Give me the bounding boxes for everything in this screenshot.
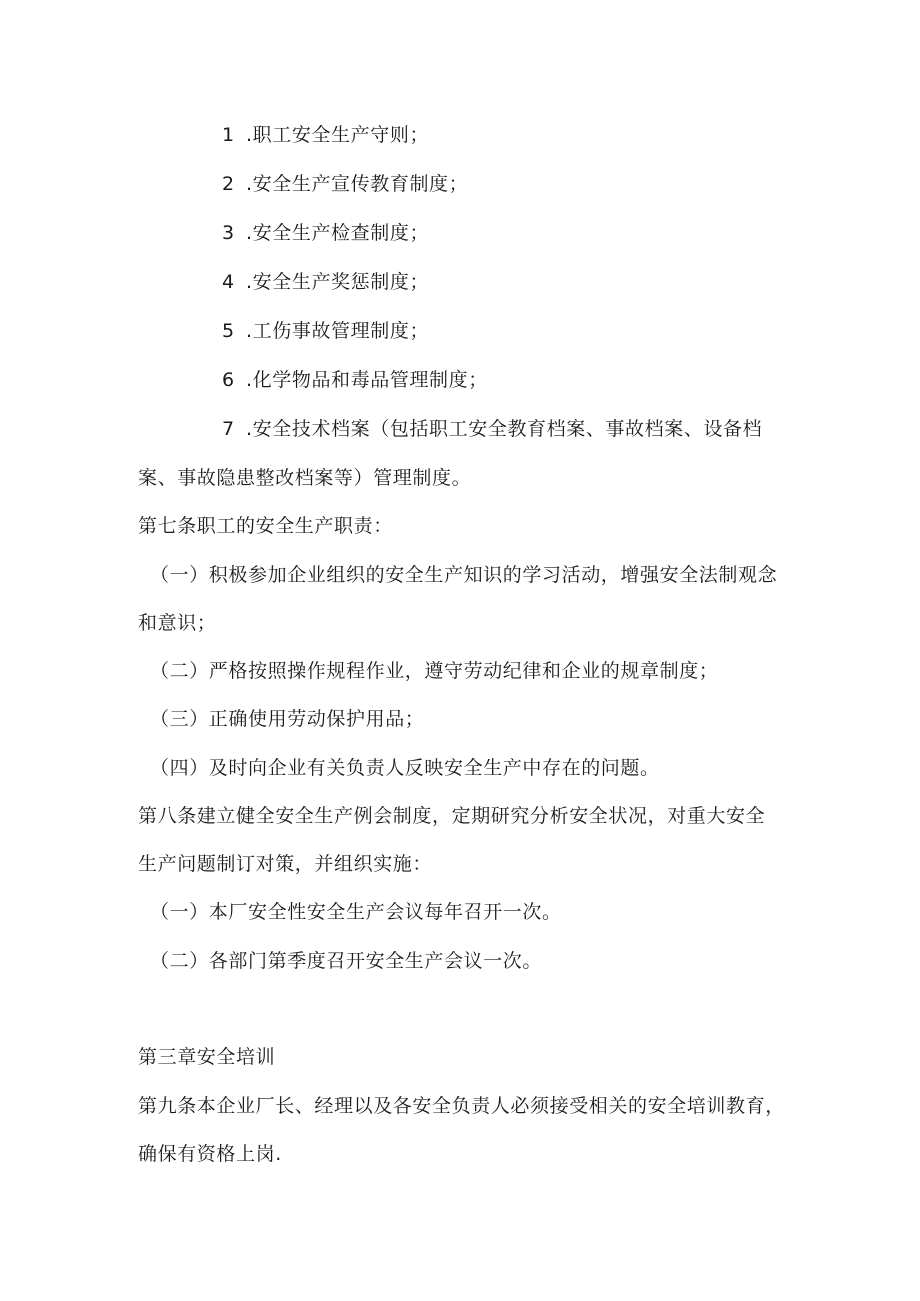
rule-item-3: [222, 221, 429, 245]
rule-text: .化学物品和毒品管理制度；: [246, 369, 488, 391]
article-7-heading: 第七条职工的安全生产职责：: [138, 515, 393, 537]
rule-item-1: [222, 123, 429, 147]
rule-number: 2: [222, 173, 235, 195]
rule-number: 3: [222, 222, 235, 244]
article-8-text-continuation: 生产问题制订对策，并组织实施：: [138, 853, 433, 875]
article-7-item-4: （四）及时向企业有关负责人反映安全生产中存在的问题。: [150, 757, 660, 779]
rule-number: 7: [222, 418, 235, 440]
rule-number: 5: [222, 320, 235, 342]
rule-text: .安全生产奖惩制度；: [246, 271, 430, 293]
rule-text: .安全生产检查制度；: [246, 222, 430, 244]
rule-item-5: [222, 319, 429, 343]
rule-item-7: [222, 417, 762, 441]
article-8-text: 第八条建立健全安全生产例会制度，定期研究分析安全状况，对重大安全: [138, 805, 766, 827]
rule-item-2: [222, 172, 468, 196]
rule-number: 6: [222, 369, 235, 391]
article-7-item-1: （一）积极参加企业组织的安全生产知识的学习活动，增强安全法制观念: [150, 564, 778, 586]
chapter-3-title: 第三章安全培训: [138, 1046, 276, 1068]
article-7-item-3: （三）正确使用劳动保护用品；: [150, 708, 425, 730]
rule-item-7-continuation: 案、事故隐患整改档案等）管理制度。: [138, 467, 472, 489]
rule-text: .工伤事故管理制度；: [246, 320, 430, 342]
article-7-item-2: （二）严格按照操作规程作业，遵守劳动纪律和企业的规章制度；: [150, 660, 719, 682]
rule-text: .安全生产宣传教育制度；: [246, 173, 469, 195]
article-9-text: 第九条本企业厂长、经理以及各安全负责人必须接受相关的安全培训教育，: [138, 1095, 785, 1117]
article-9-text-continuation: 确保有资格上岗.: [138, 1143, 282, 1165]
rule-item-4: [222, 270, 429, 294]
rule-text: .职工安全生产守则；: [246, 124, 430, 146]
article-8-item-2: （二）各部门第季度召开安全生产会议一次。: [150, 950, 543, 972]
rule-number: 1: [222, 124, 235, 146]
article-7-item-1-continuation: 和意识；: [138, 612, 217, 634]
rule-number: 4: [222, 271, 235, 293]
article-8-item-1: （一）本厂安全性安全生产会议每年召开一次。: [150, 901, 562, 923]
rule-item-6: [222, 368, 488, 392]
rule-text: .安全技术档案（包括职工安全教育档案、事故档案、设备档: [246, 418, 763, 440]
